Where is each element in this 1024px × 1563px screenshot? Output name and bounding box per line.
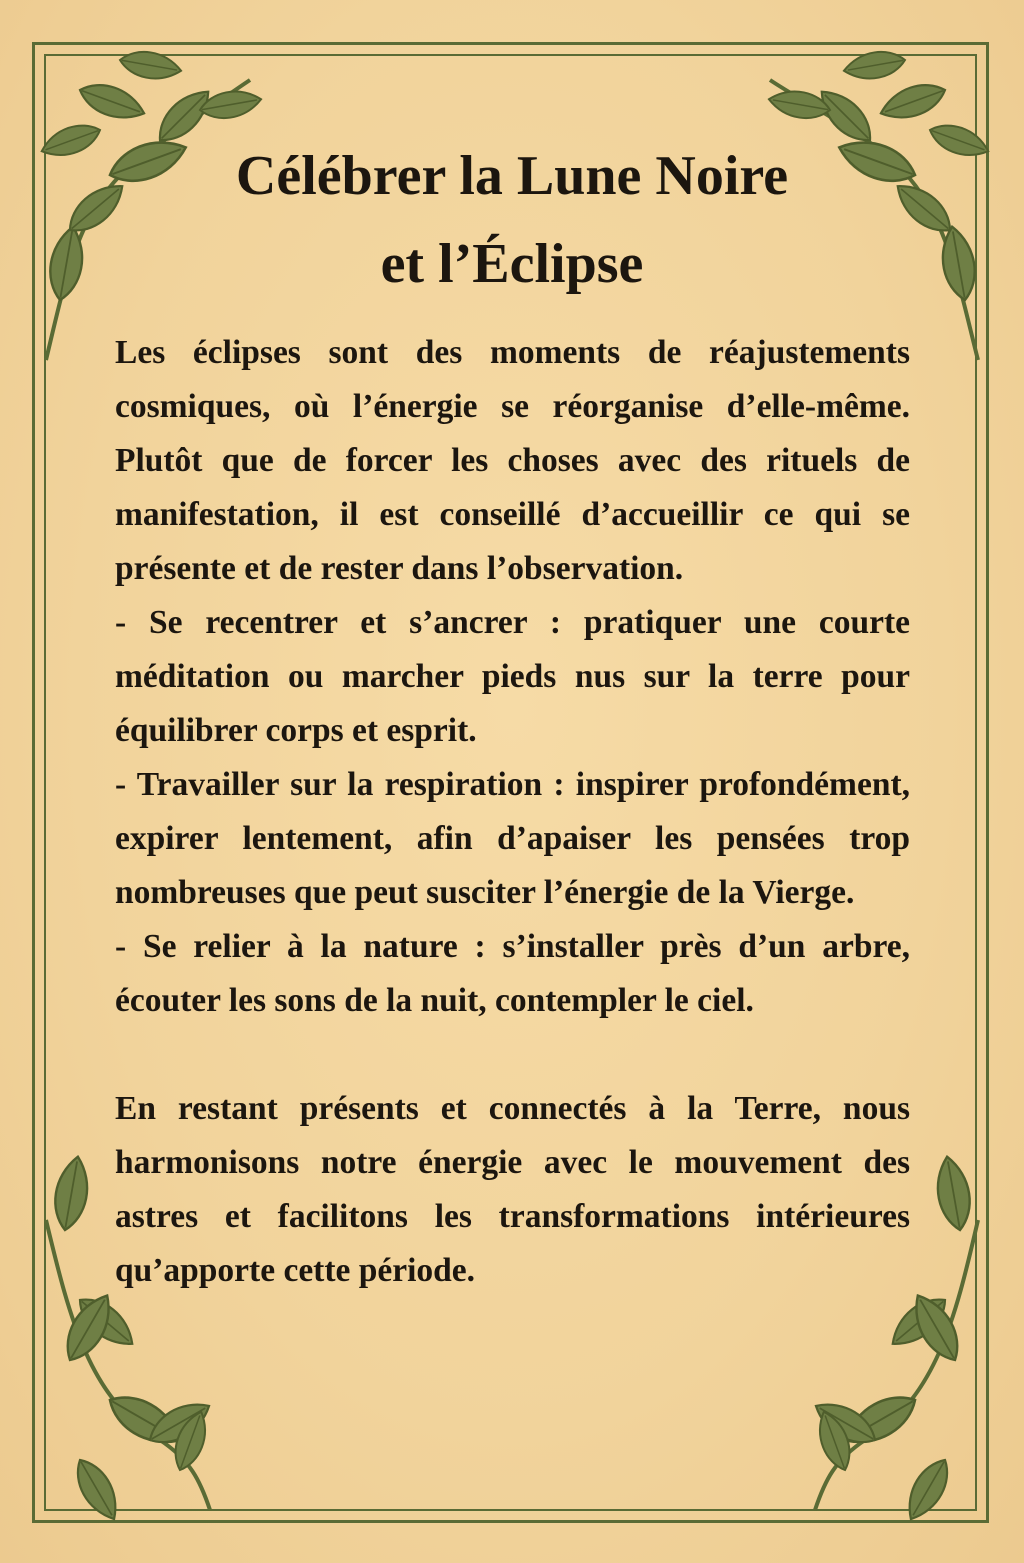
list-item-breathing: - Travailler sur la respiration : inspirer profondément, expirer lentement, afin d’apaiser les pensées trop nombreuses que peut susciter l’énergie de la Vierge. xyxy=(115,766,910,911)
page-title xyxy=(112,132,912,308)
title-line-2: et l’Éclipse xyxy=(380,233,644,295)
list-item-nature: - Se relier à la nature : s’installer près d’un arbre, écouter les sons de la nuit, contempler le ciel. xyxy=(115,928,910,1019)
intro-paragraph: Les éclipses sont des moments de réajustements cosmiques, où l’énergie se réorganise d’elle-même. Plutôt que de forcer les choses avec des rituels de manifestation, il est conseillé d’accueillir ce qui se présente et de rester dans l’observation. xyxy=(115,334,910,587)
paragraph-spacer xyxy=(115,1028,910,1082)
body-text xyxy=(115,326,910,1298)
list-item-grounding: - Se recentrer et s’ancrer : pratiquer une courte méditation ou marcher pieds nus sur la terre pour équilibrer corps et esprit. xyxy=(115,604,910,749)
title-line-1: Célébrer la Lune Noire xyxy=(235,145,789,207)
closing-paragraph: En restant présents et connectés à la Terre, nous harmonisons notre énergie avec le mouvement des astres et facilitons les transformations intérieures qu’apporte cette période. xyxy=(115,1090,910,1289)
